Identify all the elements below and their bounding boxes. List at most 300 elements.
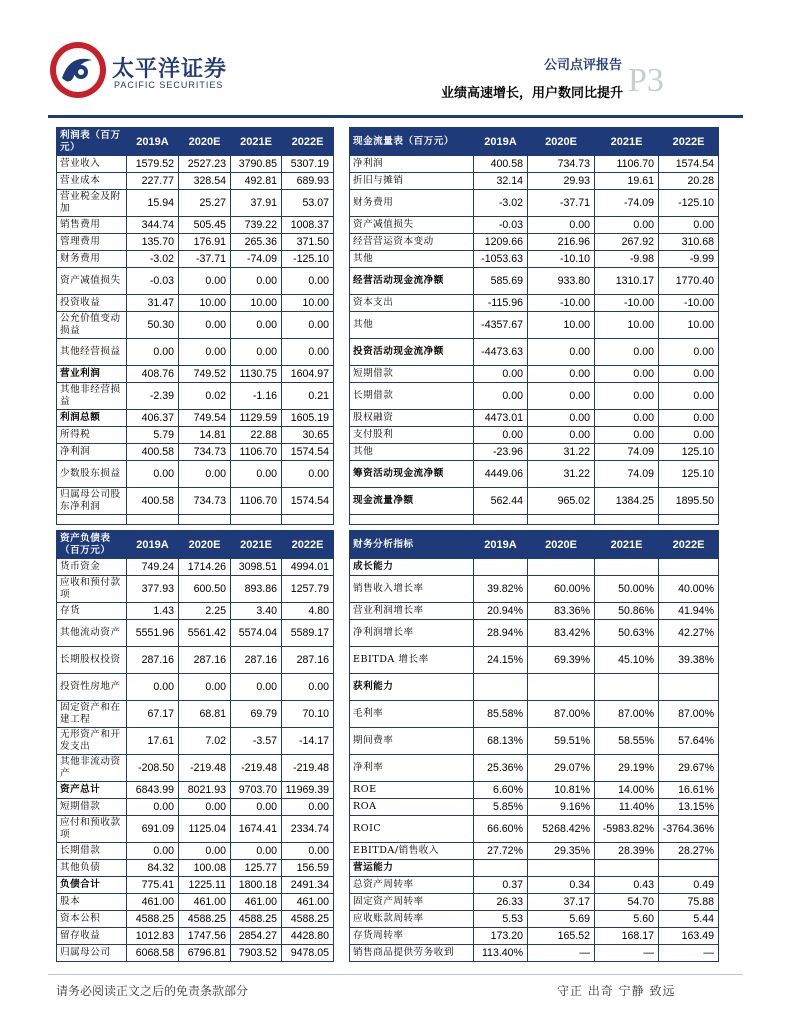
cell-value: 41.94% <box>659 603 719 620</box>
cell-value: 7.02 <box>179 728 231 755</box>
row-label: 投资收益 <box>57 295 127 312</box>
cell-value: 0.00 <box>595 339 659 366</box>
cell-value: 11969.39 <box>282 782 334 799</box>
cell-value: 1225.11 <box>179 877 231 894</box>
cell-value: 10.00 <box>179 295 231 312</box>
year-header: 2019A <box>474 531 528 559</box>
report-type: 公司点评报告 <box>543 58 622 73</box>
cell-value: 168.17 <box>595 928 659 945</box>
table-row <box>350 173 719 190</box>
cell-value: -9.98 <box>595 251 659 268</box>
cell-value: 53.07 <box>282 190 334 217</box>
table-row <box>57 295 334 312</box>
cell-value: 3.40 <box>231 603 282 620</box>
year-header: 2019A <box>127 531 179 559</box>
row-label: 货币资金 <box>57 559 127 576</box>
table-row <box>350 461 719 488</box>
cell-value: 562.44 <box>474 488 528 515</box>
year-header: 2021E <box>595 128 659 156</box>
cell-value: 0.00 <box>282 843 334 860</box>
table-row <box>57 173 334 190</box>
cell-value: 25.36% <box>474 755 528 782</box>
cell-value: 31.22 <box>528 461 595 488</box>
brand-name-cn: 太平洋证券 <box>112 57 228 82</box>
cell-value: -10.00 <box>659 295 719 312</box>
cell-value: 3098.51 <box>231 559 282 576</box>
table-row <box>350 295 719 312</box>
table-row <box>57 410 334 427</box>
cell-value: 59.51% <box>528 728 595 755</box>
ratios-header-row <box>350 531 719 559</box>
row-label: 营业收入 <box>57 156 127 173</box>
cell-value: 25.27 <box>179 190 231 217</box>
cell-value: 87.00% <box>528 701 595 728</box>
cell-value: 0.00 <box>659 366 719 383</box>
cell-value: 328.54 <box>179 173 231 190</box>
cell-value: -125.10 <box>659 190 719 217</box>
table-row <box>57 190 334 217</box>
row-label: 资产总计 <box>57 782 127 799</box>
cell-value: 10.00 <box>231 295 282 312</box>
cell-value: 29.19% <box>595 755 659 782</box>
footer-motto: 守正 出奇 宁静 致远 <box>557 984 676 998</box>
table-row <box>57 234 334 251</box>
cell-value: -1.16 <box>231 383 282 410</box>
row-label: 经营营运资本变动 <box>350 234 474 251</box>
row-label: 获利能力 <box>350 674 474 701</box>
cell-value: 0.00 <box>282 799 334 816</box>
table-row <box>57 444 334 461</box>
row-label: 营业利润增长率 <box>350 603 474 620</box>
spacer-cell <box>528 515 595 525</box>
cell-value: 0.00 <box>127 799 179 816</box>
cell-value: 267.92 <box>595 234 659 251</box>
row-label: 其他非经营损益 <box>57 383 127 410</box>
row-label: 资产减值损失 <box>350 217 474 234</box>
cell-value: 39.38% <box>659 647 719 674</box>
row-label: 折旧与摊销 <box>350 173 474 190</box>
cell-value: 0.00 <box>528 383 595 410</box>
ratios-title: 财务分析指标 <box>350 531 474 559</box>
cell-value: -74.09 <box>231 251 282 268</box>
cell-value: 1008.37 <box>282 217 334 234</box>
cell-value: 1574.54 <box>659 156 719 173</box>
table-row <box>350 190 719 217</box>
row-label: 公允价值变动损益 <box>57 312 127 339</box>
cell-value: 749.54 <box>179 410 231 427</box>
row-label: 净利率 <box>350 755 474 782</box>
cell-value: 585.69 <box>474 268 528 295</box>
cell-value: 165.52 <box>528 928 595 945</box>
cell-value: 7903.52 <box>231 945 282 962</box>
cell-value: 0.00 <box>528 366 595 383</box>
cell-value: 0.00 <box>595 383 659 410</box>
row-label: 营业成本 <box>57 173 127 190</box>
year-header: 2021E <box>231 128 282 156</box>
cell-value <box>528 559 595 576</box>
cell-value: 5589.17 <box>282 620 334 647</box>
table-row <box>57 701 334 728</box>
cell-value: 6796.81 <box>179 945 231 962</box>
row-label: 少数股东损益 <box>57 461 127 488</box>
cell-value: 287.16 <box>127 647 179 674</box>
cell-value: 125.10 <box>659 461 719 488</box>
cell-value: 39.82% <box>474 576 528 603</box>
footer-disclaimer: 请务必阅读正文之后的免责条款部分 <box>56 984 249 998</box>
cell-value: -4473.63 <box>474 339 528 366</box>
row-label: 固定资产和在建工程 <box>57 701 127 728</box>
cell-value: 0.00 <box>179 339 231 366</box>
cell-value: 10.00 <box>659 312 719 339</box>
table-row <box>57 603 334 620</box>
row-label: 长期借款 <box>57 843 127 860</box>
cell-value: 287.16 <box>179 647 231 674</box>
cell-value: 0.34 <box>528 877 595 894</box>
cell-value: 31.47 <box>127 295 179 312</box>
cell-value: 0.00 <box>231 843 282 860</box>
row-label: 存货 <box>57 603 127 620</box>
table-row <box>57 928 334 945</box>
cell-value: 461.00 <box>282 894 334 911</box>
cell-value <box>659 559 719 576</box>
cell-value: 50.00% <box>595 576 659 603</box>
cell-value: 87.00% <box>659 701 719 728</box>
cell-value: 83.42% <box>528 620 595 647</box>
table-row <box>57 911 334 928</box>
cell-value: 739.22 <box>231 217 282 234</box>
table-row <box>350 576 719 603</box>
cell-value: 400.58 <box>127 488 179 515</box>
cell-value: 28.94% <box>474 620 528 647</box>
table-row <box>57 576 334 603</box>
cell-value: 50.30 <box>127 312 179 339</box>
cell-value <box>474 860 528 877</box>
cell-value: 0.00 <box>127 674 179 701</box>
table-row <box>350 366 719 383</box>
year-header: 2021E <box>595 531 659 559</box>
income-title: 利润表（百万元） <box>57 128 127 156</box>
table-row <box>350 799 719 816</box>
row-label: 短期借款 <box>57 799 127 816</box>
footer-rule <box>48 974 743 975</box>
row-label: 无形资产和开发支出 <box>57 728 127 755</box>
cell-value: -3.57 <box>231 728 282 755</box>
cell-value: 4.80 <box>282 603 334 620</box>
table-row <box>350 488 719 515</box>
cell-value: 0.00 <box>179 799 231 816</box>
cell-value: 28.27% <box>659 843 719 860</box>
cell-value: 216.96 <box>528 234 595 251</box>
cell-value: 505.45 <box>179 217 231 234</box>
table-row <box>350 928 719 945</box>
cell-value: 69.79 <box>231 701 282 728</box>
cell-value: -219.48 <box>179 755 231 782</box>
cell-value: 0.00 <box>179 843 231 860</box>
cell-value: 0.49 <box>659 877 719 894</box>
cell-value: 5.69 <box>528 911 595 928</box>
cell-value: -2.39 <box>127 383 179 410</box>
cell-value: 0.00 <box>231 268 282 295</box>
pacific-securities-logo-icon <box>48 40 108 100</box>
cell-value: 60.00% <box>528 576 595 603</box>
spacer-cell <box>127 515 179 525</box>
table-row <box>350 383 719 410</box>
row-label: 其他 <box>350 312 474 339</box>
cell-value: 5.85% <box>474 799 528 816</box>
cell-value: 8021.93 <box>179 782 231 799</box>
table-row <box>350 620 719 647</box>
cell-value: 0.00 <box>127 461 179 488</box>
cell-value: 1604.97 <box>282 366 334 383</box>
cell-value: — <box>595 945 659 962</box>
cell-value <box>595 860 659 877</box>
table-row <box>350 427 719 444</box>
cell-value: 1714.26 <box>179 559 231 576</box>
cell-value: 69.39% <box>528 647 595 674</box>
year-header: 2022E <box>659 128 719 156</box>
cell-value: 84.32 <box>127 860 179 877</box>
cell-value: 691.09 <box>127 816 179 843</box>
cell-value: 10.00 <box>528 312 595 339</box>
row-label: 期间费率 <box>350 728 474 755</box>
table-row <box>57 728 334 755</box>
cell-value: 1770.40 <box>659 268 719 295</box>
cell-value: 734.73 <box>179 444 231 461</box>
cell-value: 1384.25 <box>595 488 659 515</box>
row-label: 投资活动现金流净额 <box>350 339 474 366</box>
cell-value: 0.00 <box>127 843 179 860</box>
cell-value: 0.00 <box>528 410 595 427</box>
cell-value: 28.39% <box>595 843 659 860</box>
row-label: 毛利率 <box>350 701 474 728</box>
row-label: 经营活动现金流净额 <box>350 268 474 295</box>
cell-value: 11.40% <box>595 799 659 816</box>
cell-value: 0.00 <box>127 339 179 366</box>
cell-value: 1106.70 <box>595 156 659 173</box>
table-row <box>350 877 719 894</box>
cell-value: 37.17 <box>528 894 595 911</box>
table-row <box>57 461 334 488</box>
cell-value: -3764.36% <box>659 816 719 843</box>
cell-value: 10.00 <box>282 295 334 312</box>
table-row <box>57 782 334 799</box>
cell-value: 66.60% <box>474 816 528 843</box>
cell-value: 1106.70 <box>231 488 282 515</box>
cell-value: 173.20 <box>474 928 528 945</box>
table-row <box>57 156 334 173</box>
spacer-row <box>350 515 719 525</box>
cell-value: 1012.83 <box>127 928 179 945</box>
row-label: 销售商品提供劳务收到 <box>350 945 474 962</box>
cell-value: 0.00 <box>179 461 231 488</box>
cell-value: 0.00 <box>659 427 719 444</box>
cell-value: 176.91 <box>179 234 231 251</box>
cell-value: 14.81 <box>179 427 231 444</box>
cell-value: 1.43 <box>127 603 179 620</box>
row-label: EBITDA/销售收入 <box>350 843 474 860</box>
row-label: 总资产周转率 <box>350 877 474 894</box>
cell-value: -3.02 <box>474 190 528 217</box>
row-label: 管理费用 <box>57 234 127 251</box>
balance-title: 资产负债表（百万元） <box>57 531 127 559</box>
year-header: 2022E <box>282 128 334 156</box>
cell-value: 0.37 <box>474 877 528 894</box>
cell-value: 0.00 <box>282 461 334 488</box>
cell-value: 74.09 <box>595 461 659 488</box>
balance-header-row <box>57 531 334 559</box>
cell-value: 83.36% <box>528 603 595 620</box>
row-label: 销售费用 <box>57 217 127 234</box>
table-row <box>57 339 334 366</box>
cell-value: 1310.17 <box>595 268 659 295</box>
cell-value: 3790.85 <box>231 156 282 173</box>
table-row <box>350 945 719 962</box>
row-label: 资本支出 <box>350 295 474 312</box>
cell-value: 10.00 <box>595 312 659 339</box>
header-rule <box>48 115 743 118</box>
cell-value: 30.65 <box>282 427 334 444</box>
cell-value: 54.70 <box>595 894 659 911</box>
table-row <box>350 860 719 877</box>
cell-value: 29.93 <box>528 173 595 190</box>
cell-value: 27.72% <box>474 843 528 860</box>
cell-value: -0.03 <box>127 268 179 295</box>
row-label: 股本 <box>57 894 127 911</box>
cell-value: -10.10 <box>528 251 595 268</box>
table-row <box>57 366 334 383</box>
cell-value: 0.00 <box>528 217 595 234</box>
cell-value: -74.09 <box>595 190 659 217</box>
row-label: 存货周转率 <box>350 928 474 945</box>
row-label: 所得税 <box>57 427 127 444</box>
cell-value: 689.93 <box>282 173 334 190</box>
row-label: 利润总额 <box>57 410 127 427</box>
cell-value: — <box>528 945 595 962</box>
row-label: 投资性房地产 <box>57 674 127 701</box>
table-row <box>350 410 719 427</box>
cell-value: 45.10% <box>595 647 659 674</box>
cell-value: 0.00 <box>528 339 595 366</box>
row-label: 负债合计 <box>57 877 127 894</box>
cell-value: 16.61% <box>659 782 719 799</box>
cell-value: 4588.25 <box>127 911 179 928</box>
cell-value: 492.81 <box>231 173 282 190</box>
cell-value: 1129.59 <box>231 410 282 427</box>
cell-value: 24.15% <box>474 647 528 674</box>
cell-value: 1747.56 <box>179 928 231 945</box>
cell-value: 31.22 <box>528 444 595 461</box>
cell-value: -37.71 <box>528 190 595 217</box>
cell-value: 0.00 <box>282 268 334 295</box>
cell-value: 1574.54 <box>282 488 334 515</box>
cell-value: 125.77 <box>231 860 282 877</box>
cell-value: 5.53 <box>474 911 528 928</box>
income-header-row <box>57 128 334 156</box>
year-header: 2022E <box>282 531 334 559</box>
cell-value: 29.67% <box>659 755 719 782</box>
cell-value: 4994.01 <box>282 559 334 576</box>
table-row <box>350 268 719 295</box>
cell-value: 1130.75 <box>231 366 282 383</box>
cell-value: -10.00 <box>528 295 595 312</box>
cell-value: 749.24 <box>127 559 179 576</box>
row-label: 其他负债 <box>57 860 127 877</box>
cell-value: 15.94 <box>127 190 179 217</box>
cell-value: 4473.01 <box>474 410 528 427</box>
cell-value: 227.77 <box>127 173 179 190</box>
table-row <box>350 559 719 576</box>
table-row <box>350 312 719 339</box>
row-label: 资本公积 <box>57 911 127 928</box>
cell-value: 371.50 <box>282 234 334 251</box>
row-label: ROA <box>350 799 474 816</box>
cell-value: 1895.50 <box>659 488 719 515</box>
cell-value: 100.08 <box>179 860 231 877</box>
cell-value <box>474 674 528 701</box>
table-row <box>350 782 719 799</box>
cell-value: 5.44 <box>659 911 719 928</box>
cell-value: -23.96 <box>474 444 528 461</box>
row-label: 筹资活动现金流净额 <box>350 461 474 488</box>
cell-value: 4428.80 <box>282 928 334 945</box>
cell-value: 344.74 <box>127 217 179 234</box>
income-statement-table <box>56 127 334 525</box>
cell-value: 156.59 <box>282 860 334 877</box>
cell-value: 0.00 <box>231 461 282 488</box>
cell-value: 734.73 <box>179 488 231 515</box>
cell-value: 400.58 <box>474 156 528 173</box>
table-row <box>350 444 719 461</box>
cell-value <box>528 860 595 877</box>
cell-value: 0.00 <box>474 383 528 410</box>
row-label: 短期借款 <box>350 366 474 383</box>
cell-value: 0.00 <box>474 366 528 383</box>
cell-value: 40.00% <box>659 576 719 603</box>
cell-value: -14.17 <box>282 728 334 755</box>
financial-ratios-table <box>349 530 719 962</box>
table-row <box>350 217 719 234</box>
cell-value: 0.00 <box>282 674 334 701</box>
cell-value: 1800.18 <box>231 877 282 894</box>
cell-value: -10.00 <box>595 295 659 312</box>
cell-value: 42.27% <box>659 620 719 647</box>
year-header: 2019A <box>474 128 528 156</box>
cell-value: — <box>659 945 719 962</box>
cell-value: 461.00 <box>231 894 282 911</box>
cell-value: 19.61 <box>595 173 659 190</box>
cell-value: -0.03 <box>474 217 528 234</box>
cell-value: 22.88 <box>231 427 282 444</box>
cell-value: 0.00 <box>282 312 334 339</box>
cell-value: 9.16% <box>528 799 595 816</box>
cell-value: 2527.23 <box>179 156 231 173</box>
cell-value: 5.79 <box>127 427 179 444</box>
row-label: 其他经营损益 <box>57 339 127 366</box>
table-row <box>57 799 334 816</box>
table-row <box>57 647 334 674</box>
cell-value: 50.86% <box>595 603 659 620</box>
cell-value: 10.81% <box>528 782 595 799</box>
table-row <box>57 674 334 701</box>
year-header: 2020E <box>528 531 595 559</box>
cell-value: 4588.25 <box>179 911 231 928</box>
year-header: 2020E <box>179 531 231 559</box>
cell-value: 2491.34 <box>282 877 334 894</box>
row-label: 其他非流动资产 <box>57 755 127 782</box>
cell-value: 749.52 <box>179 366 231 383</box>
row-label: 其他 <box>350 444 474 461</box>
table-row <box>57 312 334 339</box>
